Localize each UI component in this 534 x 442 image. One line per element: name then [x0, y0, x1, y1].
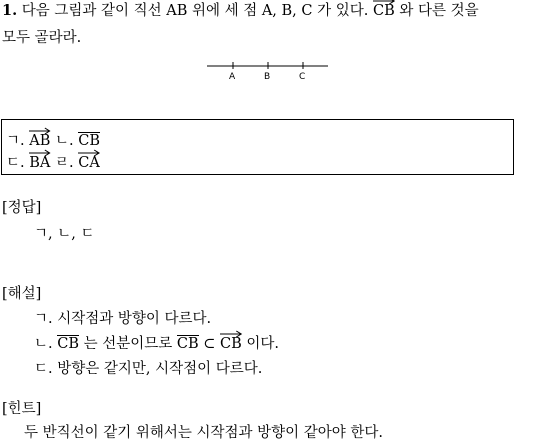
- choices-row-2: [6, 155, 100, 172]
- explanation-line-2: [34, 336, 279, 353]
- answer-text: ㄱ, ㄴ, ㄷ: [34, 226, 95, 242]
- explanation-mid-text: 는 선분이므로: [83, 336, 173, 352]
- problem-line-1: [2, 3, 479, 20]
- subset-symbol: ⊂: [203, 336, 216, 352]
- point-label-c: C: [299, 72, 306, 82]
- choice-segment-cb: CB: [78, 133, 100, 149]
- point-label-b: B: [264, 72, 271, 82]
- choice-ray-ab: AB: [29, 133, 50, 150]
- ray-cb-symbol: CB: [373, 3, 395, 20]
- choice-marker-2: ㄴ.: [54, 133, 74, 149]
- answer-header: [정답]: [2, 200, 42, 216]
- problem-line-2: 모두 골라라.: [2, 30, 82, 46]
- hint-text: 두 반직선이 같기 위해서는 시작점과 방향이 같아야 한다.: [24, 425, 384, 441]
- explanation-end-text: 이다.: [246, 336, 279, 352]
- explanation-segment-cb-2: CB: [176, 336, 199, 352]
- problem-number: 1.: [2, 2, 18, 19]
- explanation-marker-2: ㄴ.: [34, 336, 53, 352]
- choice-ray-ca: CA: [78, 155, 100, 172]
- explanation-header: [해설]: [2, 286, 42, 302]
- problem-text-start: 다음 그림과 같이 직선 AB 위에 세 점 A, B, C 가 있다.: [21, 3, 369, 19]
- explanation-line-3: ㄷ. 방향은 같지만, 시작점이 다르다.: [34, 361, 263, 377]
- problem-text-end: 와 다른 것을: [399, 3, 479, 19]
- choice-marker-4: ㄹ.: [54, 155, 74, 171]
- explanation-ray-cb: CB: [220, 336, 242, 353]
- explanation-segment-cb: CB: [57, 336, 79, 352]
- choice-ray-ba: BA: [29, 155, 50, 172]
- explanation-line-1: ㄱ. 시작점과 방향이 다르다.: [34, 311, 212, 327]
- point-label-a: A: [229, 72, 236, 82]
- hint-header: [힌트]: [2, 401, 42, 417]
- choice-marker-1: ㄱ.: [6, 133, 25, 149]
- choice-marker-3: ㄷ.: [6, 155, 25, 171]
